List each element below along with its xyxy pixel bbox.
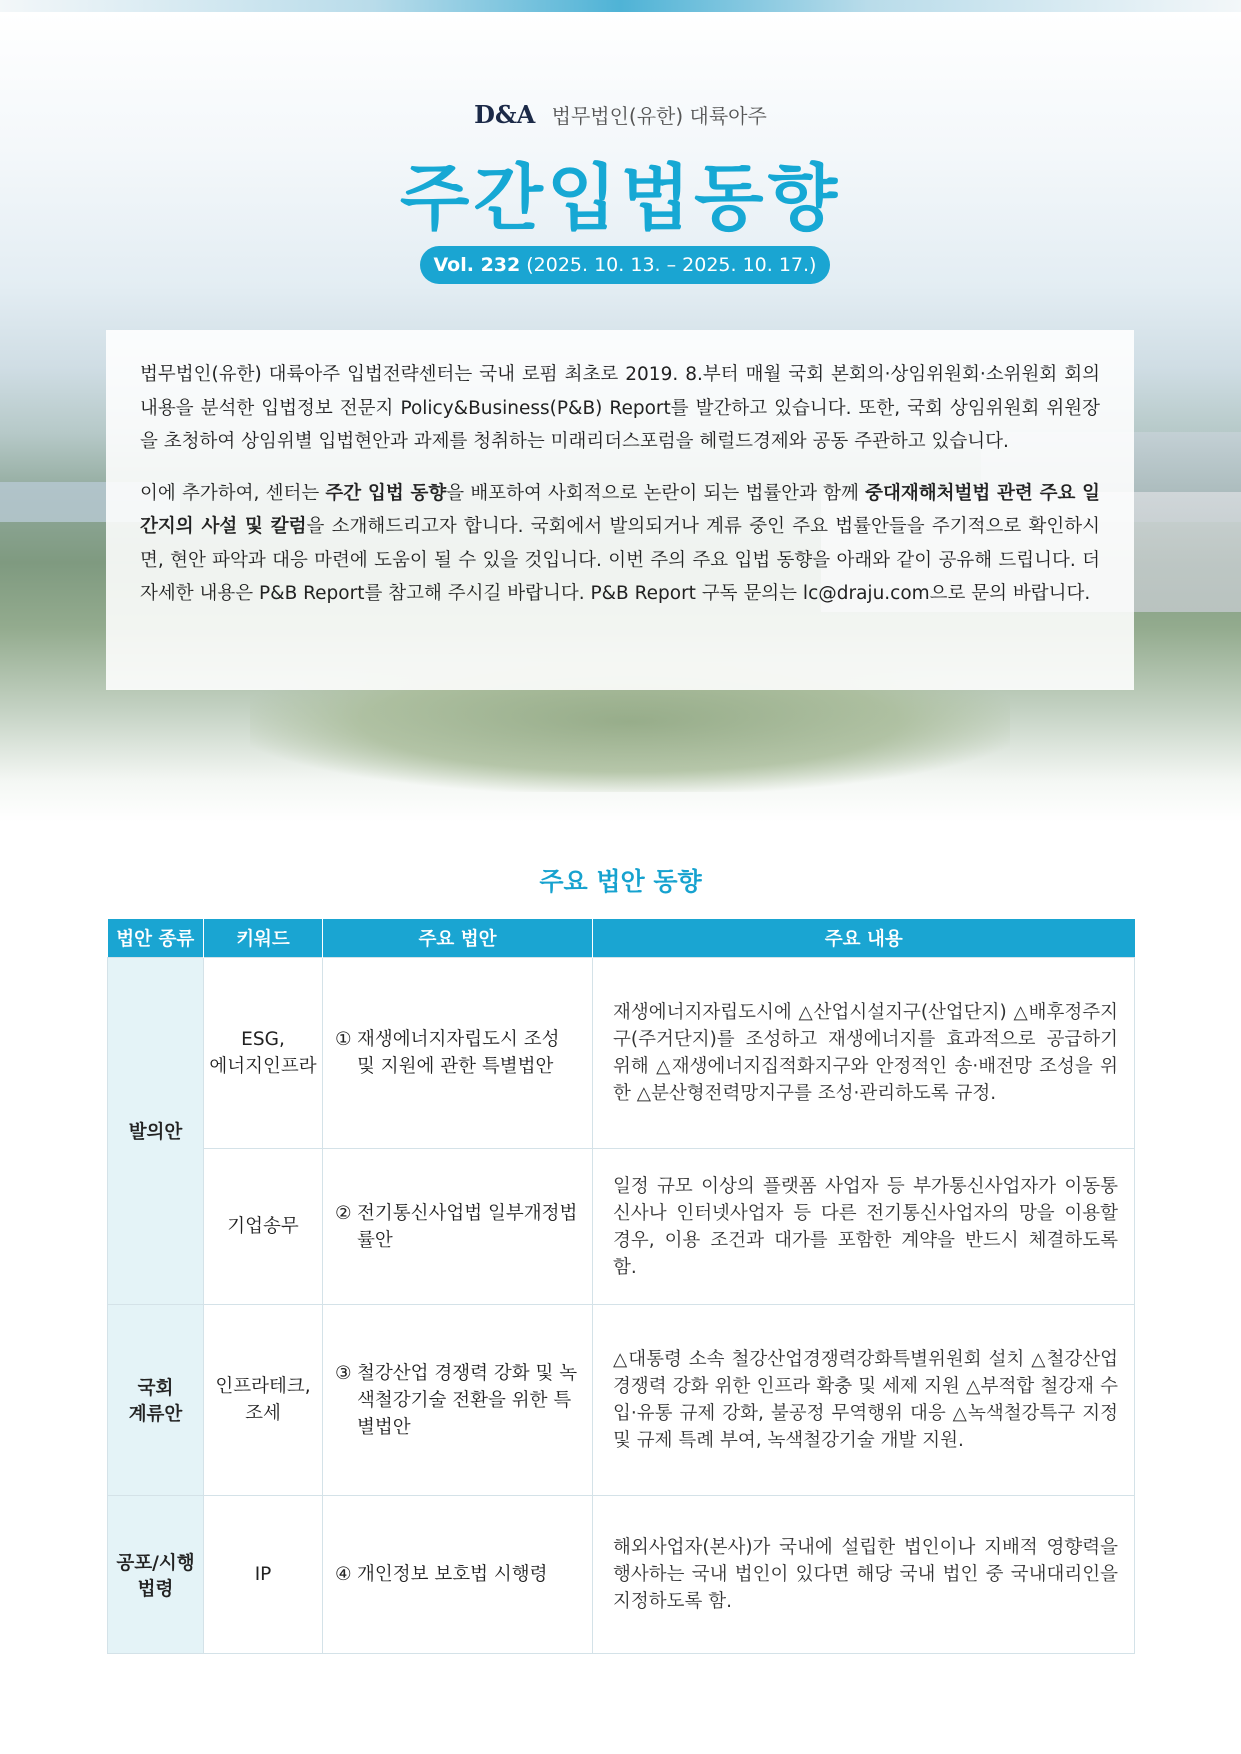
intro-emphasis-weekly: 주간 입법 동향 <box>325 482 447 504</box>
table-row <box>108 1496 1135 1654</box>
firm-logo: D&A <box>474 100 536 129</box>
bill-content-cell: △대통령 소속 철강산업경쟁력강화특별위원회 설치 △철강산업 경쟁력 강화 위한 인프라 확충 및 세제 지원 △부적합 철강재 수입·유통 규제 강화, 불공정 무역행위 대응 △녹색철강특구 지정 및 규제 특례 부여, 녹색철강기술 개발 지원. <box>593 1305 1135 1496</box>
newsletter-title: 주간입법동향 <box>399 156 842 240</box>
date-range: (2025. 10. 13. – 2025. 10. 17.) <box>526 254 817 276</box>
bill-name-cell: ③ 철강산업 경쟁력 강화 및 녹색철강기술 전환을 위한 특별법안 <box>323 1305 593 1496</box>
bill-type-cell: 국회 계류안 <box>108 1305 204 1496</box>
table-row <box>108 1305 1135 1496</box>
header-main-content: 주요 내용 <box>593 919 1135 958</box>
keyword-cell: ESG, 에너지인프라 <box>204 958 323 1149</box>
bill-content-cell: 재생에너지자립도시에 △산업시설지구(산업단지) △배후정주지구(주거단지)를 조성하고 재생에너지를 효과적으로 공급하기 위해 △재생에너지집적화지구와 안정적인 송·배전망 조성을 위한 △분산형전력망지구를 조성·관리하도록 규정. <box>593 958 1135 1149</box>
bill-content-cell: 해외사업자(본사)가 국내에 설립한 법인이나 지배적 영향력을 행사하는 국내 법인이 있다면 해당 국내 법인 중 국내대리인을 지정하도록 함. <box>593 1496 1135 1654</box>
bill-type-cell: 발의안 <box>108 958 204 1305</box>
header-bill-type: 법안 종류 <box>108 919 204 958</box>
bills-table <box>107 919 1135 1654</box>
bill-name-cell: ② 전기통신사업법 일부개정법률안 <box>323 1149 593 1305</box>
intro-box <box>106 330 1134 690</box>
header-main-bill: 주요 법안 <box>323 919 593 958</box>
intro-paragraph-1: 법무법인(유한) 대륙아주 입법전략센터는 국내 로펌 최초로 2019. 8.부터 매월 국회 본회의·상임위원회·소위원회 회의 내용을 분석한 입법정보 전문지 Policy&Business(P&B) Report를 발간하고 있습니다. 또한, 국회 상임위원회 위원장을 초청하여 상임위별 입법현안과 과제를 청취하는 미래리더스포럼을 헤럴드경제와 공동 주관하고 있습니다. <box>140 364 1100 452</box>
brand-line <box>0 100 1241 129</box>
bill-type-cell: 공포/시행 법령 <box>108 1496 204 1654</box>
table-row <box>108 958 1135 1149</box>
top-accent-bar <box>0 0 1241 12</box>
bill-name-cell: ① 재생에너지자립도시 조성 및 지원에 관한 특별법안 <box>323 958 593 1149</box>
table-header-row <box>108 919 1135 958</box>
keyword-cell: IP <box>204 1496 323 1654</box>
firm-name: 법무법인(유한) 대륙아주 <box>551 104 767 128</box>
header-keyword: 키워드 <box>204 919 323 958</box>
bill-content-cell: 일정 규모 이상의 플랫폼 사업자 등 부가통신사업자가 이동통신사나 인터넷사업자 등 다른 전기통신사업자의 망을 이용할 경우, 이용 조건과 대가를 포함한 계약을 반드시 체결하도록 함. <box>593 1149 1135 1305</box>
intro-paragraph-2: 이에 추가하여, 센터는 주간 입법 동향을 배포하여 사회적으로 논란이 되는 법률안과 함께 중대재해처벌법 관련 주요 일간지의 사설 및 칼럼을 소개해드리고자 합니다. 국회에서 발의되거나 계류 중인 주요 법률안들을 주기적으로 확인하시면, 현안 파악과 대응 마련에 도움이 될 수 있을 것입니다. 이번 주의 주요 입법 동향을 아래와 같이 공유해 드립니다. 더 자세한 내용은 P&B Report를 참고해 주시길 바랍니다. P&B Report 구독 문의는 lc@draju.com으로 문의 바랍니다. <box>140 482 1100 604</box>
volume-number: Vol. 232 <box>433 254 521 276</box>
bill-name-cell: ④ 개인정보 보호법 시행령 <box>323 1496 593 1654</box>
section-title: 주요 법안 동향 <box>539 867 702 896</box>
keyword-cell: 기업송무 <box>204 1149 323 1305</box>
intro-emphasis-columns: 중대재해처벌법 관련 주요 일간지의 사설 및 칼럼 <box>140 482 1100 537</box>
keyword-cell: 인프라테크, 조세 <box>204 1305 323 1496</box>
volume-badge <box>420 246 830 284</box>
table-row <box>108 1149 1135 1305</box>
